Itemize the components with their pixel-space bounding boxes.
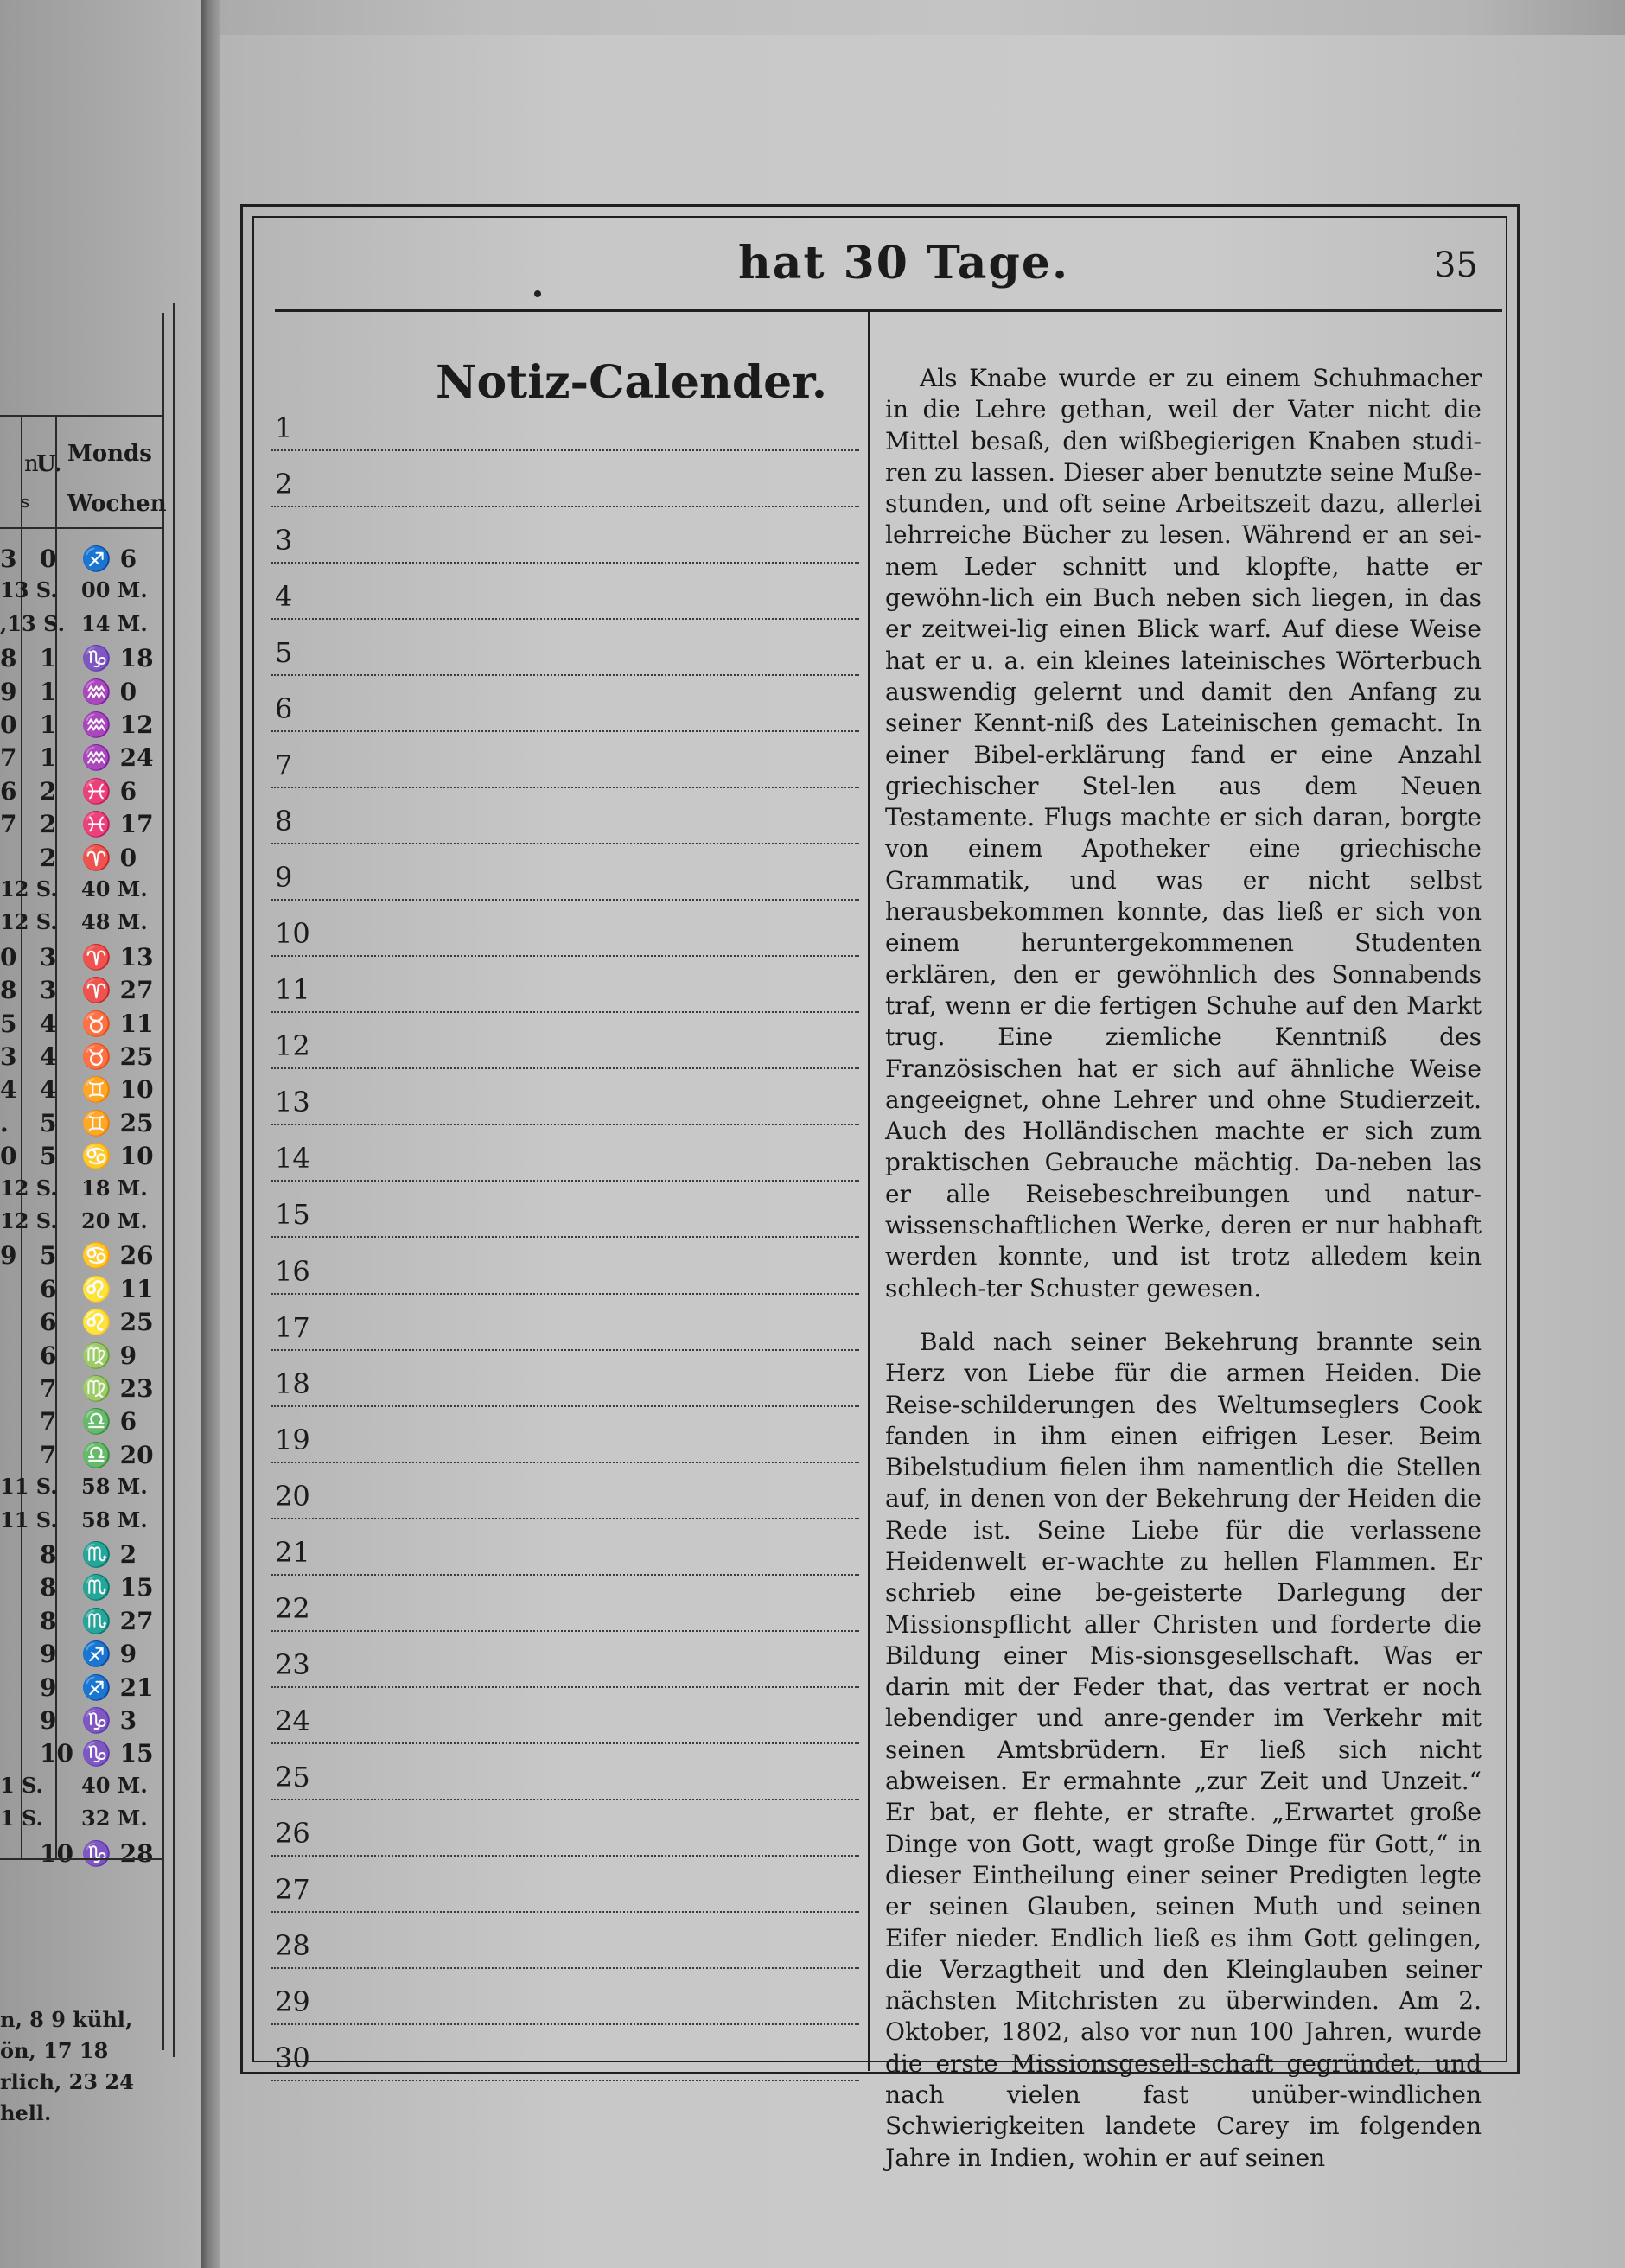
note-line bbox=[271, 2026, 859, 2081]
left-table-bottom-rule bbox=[0, 1858, 162, 1860]
note-line bbox=[271, 845, 859, 901]
note-day-number: 10 bbox=[275, 917, 310, 951]
left-row-moon: 20 M. bbox=[81, 1208, 148, 1233]
left-row-a: 0 bbox=[0, 942, 17, 972]
note-line bbox=[271, 1857, 859, 1913]
left-row-moon: ♈ 0 bbox=[81, 843, 137, 872]
article-paragraph-1: Als Knabe wurde er zu einem Schuhmacher in die Lehre gethan, weil der Vater nicht die Mittel besaß, den wißbegierigen Knaben studi-ren zu lassen. Dieser aber benutzte seine Muße-stunden, und oft seine Arbeitszeit dazu, allerlei lehrreiche Bücher zu lesen. Während er an sei-nem Leder schnitt und klopfte, hatte er gewöhn-lich ein Buch neben sich liegen, in das er zeitwei-lig einen Blick warf. Auf diese Weise hat er u. a. ein kleines lateinisches Wörterbuch auswendig gelernt und damit den Anfang zu seiner Kennt-niß des Lateinischen gemacht. In einer Bibel-erklärung fand er eine Anzahl griechischer Stel-len aus dem Neuen Testamente. Flugs machte er sich daran, borgte von einem Apotheker eine griechische Grammatik, und was er nicht selbst herausbekommen konnte, das ließ er sich von einem heruntergekommenen Studenten erklären, den er gewöhnlich des Sonnabends traf, wenn er die fertigen Schuhe auf den Markt trug. Eine ziemliche Kenntniß des Französischen hat er sich auf ähnliche Weise angeeignet, ohne Lehrer und ohne Studierzeit. Auch des Holländischen machte er sich zum praktischen Gebrauche mächtig. Da-neben las er alle Reisebeschreibungen und natur-wissenschaftlichen Werke, deren er nur habhaft werden konnte, und ist trotz alledem kein schlech-ter Schuster gewesen. bbox=[885, 364, 1482, 1303]
note-day-number: 30 bbox=[275, 2042, 310, 2074]
left-row-a: 6 bbox=[0, 776, 17, 806]
left-footer-line: hell. bbox=[0, 2100, 52, 2125]
left-row-moon: 40 M. bbox=[81, 1772, 148, 1798]
page-number: 35 bbox=[1434, 245, 1478, 285]
left-row-b: 5 bbox=[40, 1142, 57, 1171]
left-row-a: 1 S. bbox=[0, 1772, 43, 1798]
article-text bbox=[885, 363, 1482, 2174]
left-row-moon: ♋ 26 bbox=[81, 1241, 154, 1271]
left-row-b: 4 bbox=[40, 1009, 57, 1038]
note-day-number: 23 bbox=[275, 1647, 310, 1681]
left-row-moon: ♊ 10 bbox=[81, 1075, 154, 1105]
left-row-a: 8 bbox=[0, 976, 17, 1005]
note-line bbox=[271, 1352, 859, 1407]
note-day-number: 5 bbox=[275, 636, 293, 670]
left-row-b: 7 bbox=[40, 1440, 57, 1469]
left-row-a: 9 bbox=[0, 1241, 17, 1271]
left-row-moon: ♍ 23 bbox=[81, 1374, 154, 1403]
note-line bbox=[271, 1070, 859, 1125]
left-row-moon: 40 M. bbox=[81, 876, 148, 901]
left-row-moon: ♒ 12 bbox=[81, 710, 154, 739]
left-row-a: 7 bbox=[0, 810, 17, 839]
notiz-calendar-title: Notiz-Calender. bbox=[436, 356, 827, 409]
left-row-a: 9 bbox=[0, 677, 17, 706]
left-row-b: 1 bbox=[40, 710, 57, 739]
left-row-moon: 58 M. bbox=[81, 1507, 148, 1532]
left-row-a: 1 S. bbox=[0, 1806, 43, 1832]
left-row-moon: ♑ 28 bbox=[81, 1838, 154, 1868]
note-line bbox=[271, 901, 859, 957]
print-speck bbox=[534, 290, 541, 297]
note-line bbox=[271, 1914, 859, 1969]
left-row-b: 6 bbox=[40, 1274, 57, 1303]
note-line bbox=[271, 396, 859, 451]
left-row-moon: ♍ 9 bbox=[81, 1341, 137, 1370]
left-row-a: 4 bbox=[0, 1075, 17, 1105]
left-row-b: 9 bbox=[40, 1672, 57, 1702]
article-paragraph-2: Bald nach seiner Bekehrung brannte sein Herz von Liebe für die armen Heiden. Die Reise-schilderungen des Weltumseglers Cook fanden in ihm einen eifrigen Leser. Beim Bibelstudium fielen ihm namentlich die Stellen auf, in denen von der Bekehrung der Heiden die Rede ist. Seine Liebe für die verlassene Heidenwelt er-wachte zu hellen Flammen. Er schrieb eine be-geisterte Darlegung der Missionspflicht aller Christen und forderte die Bildung einer Mis-sionsgesellschaft. Was er darin mit der Feder that, das vertrat er noch lebendiger und anre-gender im Verkehr mit seinen Amtsbrüdern. Er ließ sich nicht abweisen. Er ermahnte „zur Zeit und Unzeit.“ Er bat, er flehte, er strafte. „Erwartet große Dinge von Gott, wagt große Dinge für Gott,“ in dieser Eintheilung einer seiner Predigten legte er seinen Glauben, seinen Muth und seinen Eifer nieder. Endlich ließ es ihm Gott gelingen, die Verzagtheit und den Kleinglauben seiner nächsten Mitchristen zu überwinden. Am 2. Oktober, 1802, also vor nun 100 Jahren, wurde die erste Missionsgesell-schaft gegründet, und nach vielen fast unüber-windlichen Schwierigkeiten landete Carey im folgenden Jahre in Indien, wohin er auf seinen bbox=[885, 1327, 1482, 2172]
left-row-a: . bbox=[0, 1108, 9, 1137]
note-line bbox=[271, 789, 859, 844]
left-row-b: 9 bbox=[40, 1706, 57, 1735]
left-footer-line: rlich, 23 24 bbox=[0, 2069, 134, 2094]
left-row-a: 0 bbox=[0, 710, 17, 739]
left-row-moon: ♉ 11 bbox=[81, 1009, 154, 1038]
note-line bbox=[271, 1182, 859, 1238]
note-line bbox=[271, 1239, 859, 1295]
left-row-a: 11 S. bbox=[0, 1507, 58, 1532]
left-row-moon: ♒ 0 bbox=[81, 677, 137, 706]
left-row-a: 12 S. bbox=[0, 876, 58, 901]
left-row-a: 8 bbox=[0, 644, 17, 673]
note-day-number: 24 bbox=[275, 1704, 310, 1737]
note-day-number: 6 bbox=[275, 692, 293, 726]
note-line bbox=[271, 1970, 859, 2025]
left-row-moon: 14 M. bbox=[81, 610, 148, 636]
left-row-b: 7 bbox=[40, 1374, 57, 1403]
left-table-header bbox=[0, 415, 167, 529]
left-row-b: 2 bbox=[40, 843, 57, 872]
left-row-b: 1 bbox=[40, 644, 57, 673]
note-day-number: 1 bbox=[275, 411, 293, 444]
left-row-b: 1 bbox=[40, 743, 57, 773]
note-line bbox=[271, 1520, 859, 1576]
note-line bbox=[271, 1464, 859, 1519]
left-row-moon: ♐ 6 bbox=[81, 545, 137, 573]
left-row-moon: ♈ 13 bbox=[81, 942, 154, 972]
left-row-a: 13 S. bbox=[0, 577, 58, 603]
note-day-number: 14 bbox=[275, 1142, 310, 1175]
left-row-moon: ♌ 25 bbox=[81, 1308, 154, 1337]
left-header-col-a: n bbox=[24, 451, 39, 477]
calendar-page bbox=[220, 35, 1625, 2268]
left-row-b: 10 bbox=[40, 1739, 73, 1768]
left-row-a: 12 S. bbox=[0, 909, 58, 935]
left-row-moon: ♏ 2 bbox=[81, 1540, 137, 1569]
left-row-moon: ♑ 15 bbox=[81, 1739, 154, 1768]
left-row-b: 5 bbox=[40, 1108, 57, 1137]
note-day-number: 28 bbox=[275, 1928, 310, 1962]
book-spine bbox=[201, 0, 220, 2268]
left-row-moon: ♐ 21 bbox=[81, 1672, 154, 1702]
left-footer-line: n, 8 9 kühl, bbox=[0, 2007, 133, 2032]
note-day-number: 8 bbox=[275, 805, 293, 838]
left-row-moon: ♓ 17 bbox=[81, 810, 154, 839]
note-day-number: 3 bbox=[275, 524, 293, 557]
left-row-b: 2 bbox=[40, 810, 57, 839]
left-row-a: 11 S. bbox=[0, 1474, 58, 1500]
left-row-moon: ♐ 9 bbox=[81, 1640, 137, 1669]
left-row-moon: ♈ 27 bbox=[81, 976, 154, 1005]
left-row-a: ,13 S. bbox=[0, 610, 65, 636]
note-line bbox=[271, 1408, 859, 1463]
left-row-b: 8 bbox=[40, 1573, 57, 1602]
left-row-b: 4 bbox=[40, 1042, 57, 1071]
left-facing-page bbox=[0, 0, 201, 2268]
left-row-b: 8 bbox=[40, 1606, 57, 1635]
left-row-moon: ♋ 10 bbox=[81, 1142, 154, 1171]
left-row-moon: ♑ 3 bbox=[81, 1706, 137, 1735]
left-header-col-b: U. bbox=[36, 451, 62, 477]
left-footer-line: ön, 17 18 bbox=[0, 2038, 109, 2063]
note-day-number: 25 bbox=[275, 1760, 310, 1793]
note-day-number: 21 bbox=[275, 1535, 310, 1569]
left-row-moon: ♊ 25 bbox=[81, 1108, 154, 1137]
left-row-moon: ♌ 11 bbox=[81, 1274, 154, 1303]
note-day-number: 27 bbox=[275, 1872, 310, 1906]
left-header-wochen: Wochen bbox=[67, 491, 167, 517]
note-day-number: 13 bbox=[275, 1086, 310, 1119]
note-day-number: 17 bbox=[275, 1310, 310, 1344]
left-row-moon: ♏ 27 bbox=[81, 1606, 154, 1635]
left-row-moon: ♎ 6 bbox=[81, 1407, 137, 1437]
note-line bbox=[271, 1801, 859, 1857]
left-row-b: 1 bbox=[40, 677, 57, 706]
left-row-moon: ♓ 6 bbox=[81, 776, 137, 806]
note-day-number: 29 bbox=[275, 1984, 310, 2018]
left-row-moon: ♎ 20 bbox=[81, 1440, 154, 1469]
left-row-b: 6 bbox=[40, 1341, 57, 1370]
note-line bbox=[271, 958, 859, 1013]
note-line bbox=[271, 1633, 859, 1688]
note-line bbox=[271, 1296, 859, 1351]
note-day-number: 16 bbox=[275, 1254, 310, 1288]
left-row-b: 3 bbox=[40, 976, 57, 1005]
left-header-monds: Monds bbox=[67, 441, 152, 467]
header-rule bbox=[275, 309, 1502, 312]
note-day-number: 18 bbox=[275, 1367, 310, 1400]
left-row-moon: 00 M. bbox=[81, 577, 148, 603]
note-day-number: 19 bbox=[275, 1423, 310, 1456]
left-row-b: 5 bbox=[40, 1241, 57, 1271]
left-row-moon: 48 M. bbox=[81, 909, 148, 935]
left-row-b: 10 bbox=[40, 1838, 73, 1868]
left-row-a: 0 bbox=[0, 1142, 17, 1171]
note-line bbox=[271, 1689, 859, 1744]
left-row-b: 4 bbox=[40, 1075, 57, 1105]
left-row-a: 12 S. bbox=[0, 1208, 58, 1233]
note-line bbox=[271, 1014, 859, 1069]
left-row-moon: ♉ 25 bbox=[81, 1042, 154, 1071]
left-row-a: 3 bbox=[0, 1042, 17, 1071]
left-row-b: 6 bbox=[40, 1308, 57, 1337]
note-day-number: 15 bbox=[275, 1198, 310, 1232]
note-line bbox=[271, 1126, 859, 1182]
note-line bbox=[271, 733, 859, 788]
left-row-moon: ♑ 18 bbox=[81, 644, 154, 673]
note-line bbox=[271, 1577, 859, 1632]
note-day-number: 22 bbox=[275, 1591, 310, 1625]
left-row-a: 3 bbox=[0, 545, 17, 573]
note-day-number: 2 bbox=[275, 468, 293, 501]
note-day-number: 12 bbox=[275, 1029, 310, 1063]
left-row-b: 9 bbox=[40, 1640, 57, 1669]
column-divider bbox=[868, 311, 870, 2071]
note-day-number: 9 bbox=[275, 861, 293, 895]
left-row-moon: 18 M. bbox=[81, 1175, 148, 1201]
note-day-number: 4 bbox=[275, 580, 293, 614]
note-line bbox=[271, 452, 859, 507]
left-row-b: 2 bbox=[40, 776, 57, 806]
left-row-moon: ♏ 15 bbox=[81, 1573, 154, 1602]
left-row-a: 7 bbox=[0, 743, 17, 773]
left-row-moon: ♒ 24 bbox=[81, 743, 154, 773]
note-line bbox=[271, 621, 859, 676]
note-line bbox=[271, 677, 859, 732]
note-day-number: 26 bbox=[275, 1816, 310, 1850]
left-row-moon: 32 M. bbox=[81, 1806, 148, 1832]
note-day-number: 20 bbox=[275, 1479, 310, 1513]
left-header-col-a2: s bbox=[21, 491, 30, 512]
page-title: hat 30 Tage. bbox=[738, 237, 1070, 290]
note-line bbox=[271, 1745, 859, 1800]
left-row-moon: 58 M. bbox=[81, 1474, 148, 1500]
left-row-a: 5 bbox=[0, 1009, 17, 1038]
note-day-number: 7 bbox=[275, 749, 293, 782]
note-line bbox=[271, 508, 859, 564]
left-row-a: 12 S. bbox=[0, 1175, 58, 1201]
note-day-number: 11 bbox=[275, 973, 310, 1007]
left-row-b: 7 bbox=[40, 1407, 57, 1437]
left-row-b: 8 bbox=[40, 1540, 57, 1569]
left-row-b: 0 bbox=[40, 545, 57, 573]
left-row-b: 3 bbox=[40, 942, 57, 972]
note-line bbox=[271, 564, 859, 620]
